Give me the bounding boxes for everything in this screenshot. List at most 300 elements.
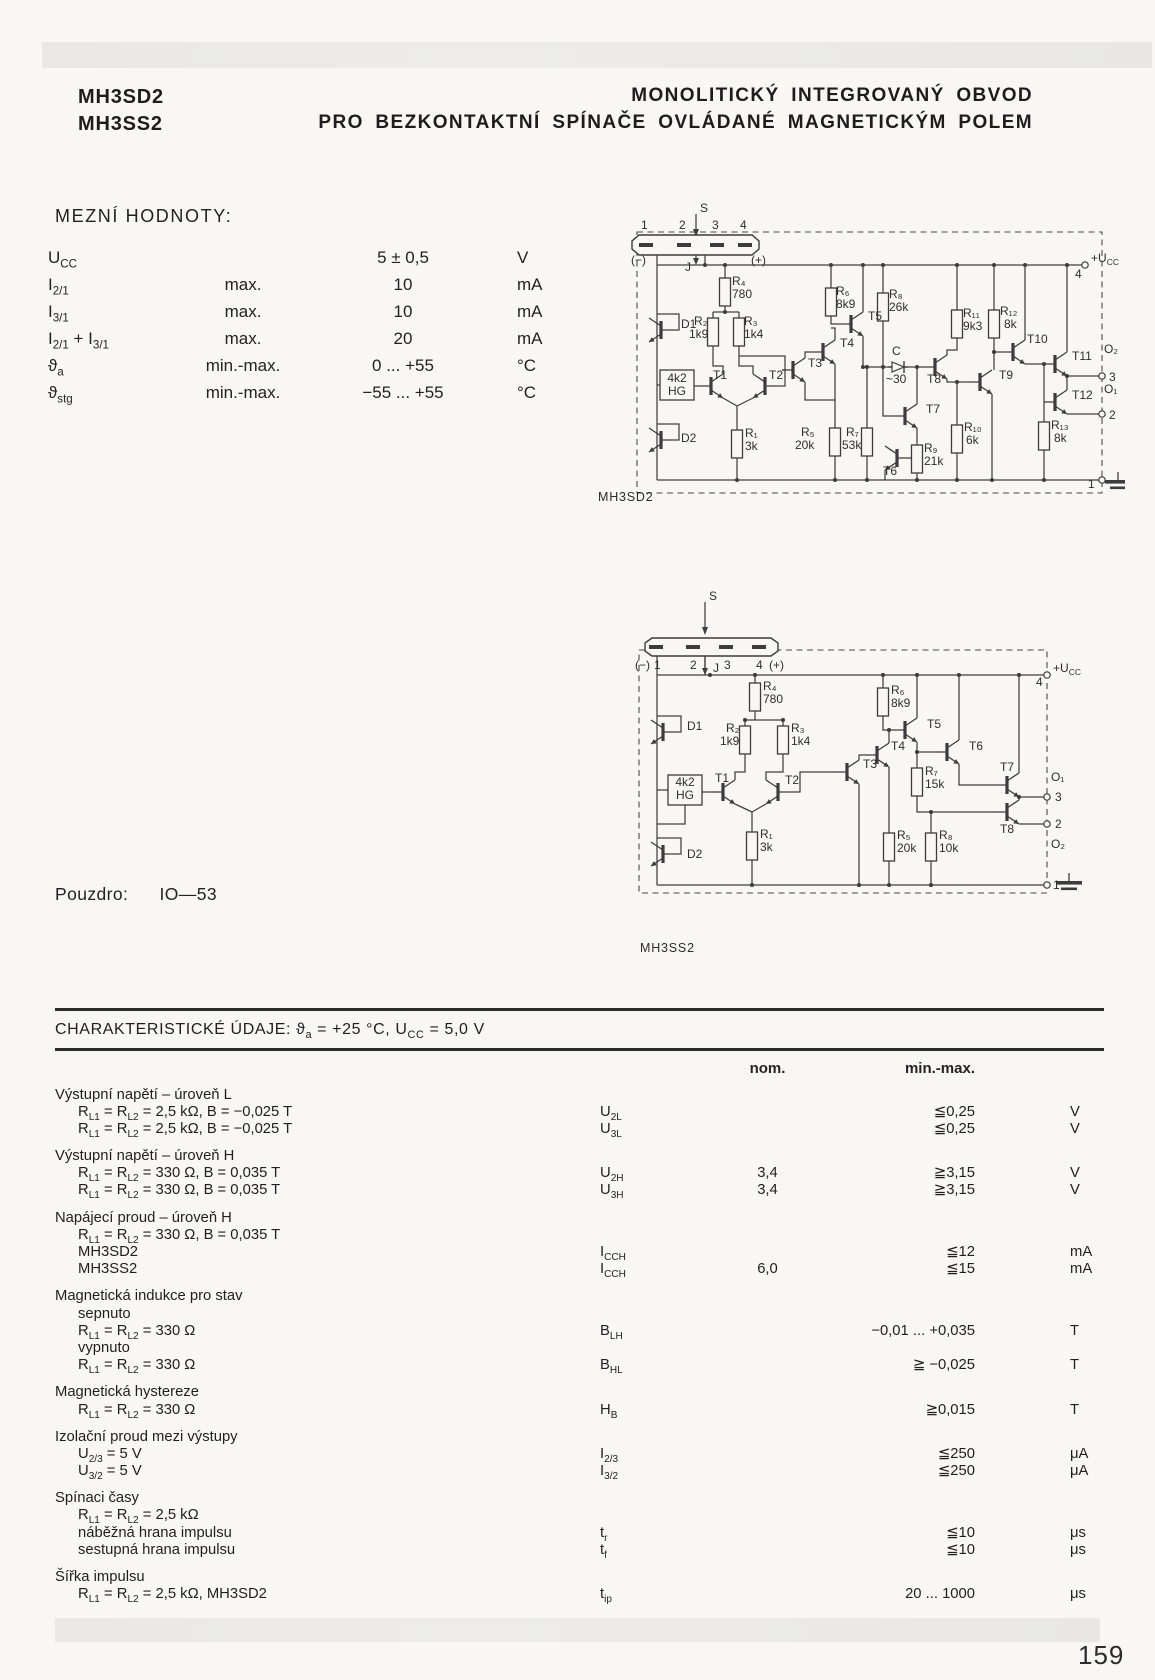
schematic-label: O₁ — [1104, 382, 1118, 396]
char-row — [55, 1446, 1104, 1463]
transistor-symbol — [969, 370, 992, 394]
junction-dot — [708, 673, 712, 677]
char-group — [55, 1087, 1104, 1139]
package-outline — [645, 638, 778, 656]
junction-dot — [750, 883, 754, 887]
schematic-label: D2 — [687, 847, 703, 861]
resistor-symbol — [912, 445, 923, 473]
resistor-symbol — [720, 278, 731, 306]
limits-row — [48, 271, 648, 298]
limit-value: 0 ... +55 — [372, 356, 434, 375]
schematic-label: 780 — [763, 692, 784, 706]
schematic-label: T8 — [927, 372, 942, 386]
char-condition: $R_{L1} = R_{L2} = 330$ Ω — [78, 1357, 196, 1377]
junction-dot — [1065, 263, 1069, 267]
char-unit: V — [1070, 1182, 1080, 1199]
char-minmax: ≧ −0,025 — [912, 1357, 975, 1374]
char-group-heading: Výstupní napětí – úroveň L — [55, 1086, 232, 1103]
char-group — [55, 1384, 1104, 1421]
char-unit: mA — [1070, 1244, 1093, 1260]
transistor-symbol — [1002, 340, 1025, 364]
resistor-symbol — [750, 683, 761, 711]
resistor-symbol — [740, 726, 751, 754]
junction-dot — [1023, 263, 1027, 267]
junction-dot — [992, 350, 996, 354]
junction-dot — [881, 673, 885, 677]
char-minmax: ≦250 — [937, 1463, 975, 1480]
pin-terminal — [1099, 477, 1105, 483]
rule — [55, 1048, 1104, 1051]
char-row — [55, 1340, 1104, 1357]
resistor-symbol — [826, 288, 837, 316]
char-nom — [715, 1340, 820, 1357]
junction-dot — [887, 883, 891, 887]
schematic-label: S — [709, 589, 718, 603]
schematic-label: (−) — [631, 253, 646, 267]
schematic-label: HG — [668, 384, 686, 398]
junction-dot — [957, 673, 961, 677]
char-row — [55, 1525, 1104, 1542]
schematic-label: R₅ — [897, 828, 911, 842]
junction-dot — [865, 478, 869, 482]
char-condition: $R_{L1} = R_{L2} = 2,5$ kΩ, B = −0,025 T — [78, 1103, 293, 1123]
schematic-mh3ss2 — [595, 580, 1105, 920]
char-row — [55, 1463, 1104, 1483]
characteristics-conditions: $ϑ_a = +25$ °C, $U_{CC} = 5,0$ V — [296, 1021, 485, 1042]
char-condition: náběžná hrana impulsu — [78, 1524, 232, 1541]
schematic-label: 3 — [1055, 790, 1062, 804]
schematic-label: 2 — [679, 218, 686, 232]
junction-dot — [915, 478, 919, 482]
char-unit: μs — [1070, 1541, 1086, 1558]
schematic-label: 3 — [712, 218, 719, 232]
char-nom — [715, 1357, 820, 1379]
title-line-2: PRO BEZKONTAKTNÍ SPÍNAČE OVLÁDANÉ MAGNETICKÝM POLEM — [318, 112, 1033, 133]
junction-dot — [990, 478, 994, 482]
schematic-label: S — [700, 201, 709, 215]
schematic-label: 20k — [795, 438, 815, 452]
schematic-label: R₁ — [760, 827, 773, 841]
package-note-label: Pouzdro: — [55, 884, 129, 904]
model-number-1: MH3SD2 — [78, 86, 164, 108]
char-symbol: $U_{3L}$ — [600, 1120, 622, 1140]
junction-dot — [833, 478, 837, 482]
page-number: 159 — [1078, 1640, 1125, 1670]
resistor-symbol — [732, 430, 743, 458]
limit-unit: mA — [517, 329, 543, 348]
schematic-label: 8k — [1004, 317, 1017, 331]
transistor-symbol — [649, 318, 672, 342]
column-headers — [55, 1060, 1104, 1077]
char-group-heading: Výstupní napětí – úroveň H — [55, 1148, 235, 1165]
junction-dot — [1065, 374, 1069, 378]
limit-value: 10 — [393, 275, 413, 294]
char-unit: V — [1070, 1120, 1080, 1137]
limit-condition: max. — [224, 329, 262, 348]
junction-dot — [955, 478, 959, 482]
junction-dot — [829, 263, 833, 267]
char-row — [55, 1306, 1104, 1323]
schematic-label: 1k9 — [689, 327, 709, 341]
limit-symbol: $ϑ_{stg}$ — [48, 383, 73, 406]
schematic-label: R₁₂ — [1000, 304, 1018, 318]
schematic-label: 2 — [1055, 817, 1062, 831]
schematic-label: R₁₁ — [963, 306, 980, 320]
char-symbol: $U_{2L}$ — [600, 1103, 622, 1123]
limit-symbol: $U_{CC}$ — [48, 248, 77, 271]
resistor-symbol — [708, 318, 719, 346]
resistor-symbol — [862, 428, 873, 456]
schematic-label: R₄ — [732, 274, 746, 288]
char-symbol — [600, 1306, 715, 1323]
schematic-label: J — [685, 260, 691, 274]
schematic-label: 1k9 — [720, 734, 740, 748]
schematic-label: R₃ — [744, 314, 758, 328]
char-nom — [715, 1402, 820, 1424]
schematic-label: R₇ — [925, 764, 938, 778]
junction-dot — [723, 263, 727, 267]
schematic1-caption: MH3SD2 — [598, 490, 654, 504]
schematic-label: 1 — [641, 218, 648, 232]
limit-value: 20 — [393, 329, 413, 348]
char-row — [55, 1542, 1104, 1559]
char-unit: μs — [1070, 1586, 1086, 1603]
char-unit: mA — [1070, 1261, 1093, 1278]
char-minmax: 20 ... 1000 — [905, 1586, 975, 1603]
junction-dot — [929, 810, 933, 814]
schematic-label: 3k — [745, 439, 758, 453]
schematic-label: J — [713, 661, 719, 675]
char-condition: $R_{L1} = R_{L2} = 2,5$ kΩ, B = −0,025 T — [78, 1120, 293, 1140]
char-condition: $U_{3/2} = 5$ V — [78, 1463, 142, 1483]
transistor-symbol — [651, 720, 674, 744]
schematic-label: R₃ — [791, 721, 805, 735]
junction-dot — [992, 263, 996, 267]
pin-terminal — [1082, 262, 1088, 268]
column-header-nom: nom. — [749, 1059, 786, 1077]
limit-unit: °C — [517, 356, 537, 375]
schematic-label: ~30 — [886, 372, 907, 386]
char-symbol: $I_{3/2}$ — [600, 1463, 619, 1483]
char-group — [55, 1148, 1104, 1200]
schematic-label: R₆ — [891, 683, 905, 697]
junction-dot — [915, 365, 919, 369]
schematic-label: 1 — [1053, 878, 1060, 892]
schematic-label: R₈ — [939, 828, 953, 842]
char-nom: 6,0 — [757, 1261, 778, 1278]
char-minmax: ≦10 — [946, 1541, 975, 1558]
schematic-label: 26k — [889, 300, 909, 314]
schematic-label: 4k2 — [675, 775, 695, 789]
schematic-label: 10k — [939, 841, 959, 855]
limit-unit: V — [517, 248, 529, 267]
scan-band-bottom — [55, 1618, 1100, 1642]
resistor-symbol — [878, 688, 889, 716]
char-group — [55, 1490, 1104, 1559]
junction-dot — [881, 263, 885, 267]
schematic-label: 1k4 — [744, 327, 764, 341]
schematic-label: 15k — [925, 777, 945, 791]
schematic-label: T6 — [969, 739, 984, 753]
limit-unit: °C — [517, 383, 537, 402]
resistor-symbol — [884, 833, 895, 861]
resistor-symbol — [952, 310, 963, 338]
rule — [55, 1008, 1104, 1011]
resistor-symbol — [989, 310, 1000, 338]
limit-symbol: $I_{2/1}$ — [48, 275, 69, 298]
char-row — [55, 1586, 1104, 1606]
char-condition: MH3SS2 — [78, 1261, 138, 1278]
char-minmax: ≧3,15 — [933, 1182, 975, 1199]
char-group-heading: Izolační proud mezi výstupy — [55, 1428, 238, 1445]
junction-dot — [915, 750, 919, 754]
package-outline — [632, 235, 759, 255]
char-symbol: $B_{HL}$ — [600, 1357, 623, 1377]
transistor-symbol — [936, 740, 959, 764]
limit-value: 10 — [393, 302, 413, 321]
schematic-label: D1 — [687, 719, 703, 733]
char-row — [55, 1104, 1104, 1121]
char-condition: sepnuto — [78, 1305, 131, 1322]
junction-dot — [955, 263, 959, 267]
pin-terminal — [1099, 373, 1105, 379]
junction-dot — [915, 673, 919, 677]
schematic-label: R₂ — [694, 314, 708, 328]
char-nom: 3,4 — [757, 1182, 778, 1199]
char-group-heading: Napájecí proud – úroveň H — [55, 1209, 232, 1226]
resistor-symbol — [734, 318, 745, 346]
schematic-label: R₆ — [836, 284, 850, 298]
resistor-symbol — [1039, 422, 1050, 450]
schematic-label: 8k — [1054, 431, 1067, 445]
schematic-label: R₁₃ — [1051, 418, 1069, 432]
junction-dot — [1017, 795, 1021, 799]
resistor-symbol — [830, 428, 841, 456]
char-nom — [715, 1121, 820, 1143]
char-group-heading: Magnetická hystereze — [55, 1384, 199, 1401]
junction-dot — [865, 365, 869, 369]
char-unit: μs — [1070, 1524, 1086, 1541]
char-nom — [715, 1542, 820, 1564]
junction-dot — [1042, 478, 1046, 482]
pin-terminal — [1099, 411, 1105, 417]
char-group — [55, 1210, 1104, 1279]
char-condition: $R_{L1} = R_{L2} = 330$ Ω, B = 0,035 T — [78, 1165, 281, 1185]
char-nom — [715, 1586, 820, 1608]
schematic-label: (+) — [751, 253, 766, 267]
schematic-label: O₁ — [1051, 770, 1065, 784]
junction-dot — [781, 718, 785, 722]
schematic-label: 3 — [1109, 370, 1116, 384]
char-nom — [715, 1306, 820, 1323]
characteristics-heading — [55, 1020, 1104, 1040]
schematic-label: O₂ — [1104, 342, 1118, 356]
schematic-label: T12 — [1072, 388, 1093, 402]
char-unit: T — [1070, 1357, 1080, 1374]
char-condition: $R_{L1} = R_{L2} = 330$ Ω, B = 0,035 T — [78, 1226, 281, 1246]
char-symbol: $B_{LH}$ — [600, 1322, 623, 1342]
schematic-label: 6k — [966, 433, 979, 447]
schematic-label: 4k2 — [667, 371, 687, 385]
char-condition: $R_{L1} = R_{L2} = 330$ Ω — [78, 1401, 196, 1421]
char-minmax: ≦0,25 — [933, 1103, 975, 1120]
char-row — [55, 1244, 1104, 1261]
schematic-label: 21k — [924, 454, 944, 468]
resistor-symbol — [747, 832, 758, 860]
schematic-label: T9 — [999, 368, 1014, 382]
char-condition: vypnuto — [78, 1339, 130, 1356]
char-row — [55, 1357, 1104, 1377]
schematic-label: T1 — [713, 368, 728, 382]
limit-condition: max. — [224, 275, 262, 294]
char-minmax: ≦250 — [937, 1445, 975, 1462]
schematic-label: R₄ — [763, 679, 777, 693]
char-row — [55, 1261, 1104, 1281]
schematic-label: R₁ — [745, 426, 758, 440]
schematic-label: T1 — [715, 771, 730, 785]
char-minmax: ≦15 — [946, 1261, 975, 1278]
schematic2-caption: MH3SS2 — [640, 941, 695, 955]
schematic-label: 20k — [897, 841, 917, 855]
transistor-symbol — [996, 800, 1019, 824]
char-group-heading: Magnetická indukce pro stav — [55, 1288, 243, 1305]
char-symbol: $U_{2H}$ — [600, 1165, 624, 1185]
char-row — [55, 1182, 1104, 1202]
junction-dot — [955, 380, 959, 384]
limits-table — [48, 244, 648, 406]
schematic-label: T4 — [840, 336, 855, 350]
char-row — [55, 1227, 1104, 1244]
schematic-label: T6 — [883, 464, 898, 478]
schematic-label: 4 — [1036, 675, 1043, 689]
limit-symbol: $ϑ_a$ — [48, 356, 64, 379]
model-number-2: MH3SS2 — [78, 113, 163, 135]
char-unit: μA — [1070, 1445, 1089, 1462]
limits-heading: MEZNÍ HODNOTY: — [55, 206, 233, 226]
limit-condition: max. — [224, 302, 262, 321]
limit-value: 5 ± 0,5 — [377, 248, 429, 267]
model-numbers — [78, 84, 164, 138]
char-condition: sestupná hrana impulsu — [78, 1541, 236, 1558]
char-minmax: ≧3,15 — [933, 1165, 975, 1182]
char-minmax: ≦10 — [946, 1524, 975, 1541]
schematic-label: 2 — [1109, 408, 1116, 422]
schematic-label: (+) — [769, 658, 784, 672]
char-symbol: $t_r$ — [600, 1524, 608, 1544]
schematic-label: T11 — [1072, 349, 1092, 363]
char-minmax: ≦12 — [946, 1244, 975, 1260]
limits-row — [48, 244, 648, 271]
limits-row — [48, 352, 648, 379]
char-nom — [715, 1463, 820, 1485]
transistor-symbol — [651, 842, 674, 866]
schematic-label: $+U_{CC}$ — [1091, 251, 1119, 267]
pin-terminal — [1044, 672, 1050, 678]
char-unit — [1015, 1340, 1099, 1357]
characteristics-heading-label: CHARAKTERISTICKÉ ÚDAJE: — [55, 1021, 292, 1038]
char-condition: $R_{L1} = R_{L2} = 330$ Ω — [78, 1322, 196, 1342]
limits-row — [48, 298, 648, 325]
schematic-label: T7 — [926, 402, 941, 416]
char-minmax — [820, 1306, 1015, 1323]
schematic-label: O₂ — [1051, 837, 1065, 851]
resistor-symbol — [778, 726, 789, 754]
transistor-symbol — [1044, 352, 1067, 376]
char-minmax: ≦0,25 — [933, 1120, 975, 1137]
char-minmax: ≧0,015 — [925, 1401, 975, 1418]
junction-dot — [753, 673, 757, 677]
transistor-symbol — [649, 428, 672, 452]
char-condition: $R_{L1} = R_{L2} = 2,5$ kΩ — [78, 1507, 199, 1527]
schematic-label: R₉ — [924, 441, 938, 455]
junction-dot — [861, 365, 865, 369]
junction-dot — [857, 883, 861, 887]
char-row — [55, 1323, 1104, 1340]
transistor-symbol — [1044, 390, 1067, 414]
schematic-label: 4 — [1075, 267, 1082, 281]
char-unit: T — [1070, 1401, 1080, 1418]
schematic-label: C — [892, 344, 901, 358]
ground-symbol — [1056, 873, 1082, 890]
resistor-symbol — [912, 768, 923, 796]
schematic-label: HG — [676, 788, 694, 802]
schematic-label: T4 — [891, 739, 906, 753]
schematic-label: 8k9 — [891, 696, 911, 710]
schematic-mh3sd2 — [595, 190, 1125, 520]
junction-dot — [1042, 362, 1046, 366]
limit-symbol: $I_{2/1} + I_{3/1}$ — [48, 329, 109, 352]
char-symbol: $I_{CCH}$ — [600, 1261, 626, 1281]
schematic-label: T10 — [1027, 332, 1048, 346]
transistor-symbol — [840, 312, 863, 336]
pin-terminal — [1044, 794, 1050, 800]
schematic-label: T8 — [1000, 822, 1015, 836]
schematic-label: T2 — [785, 773, 800, 787]
junction-dot — [861, 263, 865, 267]
char-group — [55, 1429, 1104, 1481]
transistor-symbol — [894, 404, 917, 428]
schematic-label: 4 — [740, 218, 747, 232]
schematic-label: $+U_{CC}$ — [1053, 661, 1081, 677]
char-group — [55, 1288, 1104, 1377]
characteristics-table — [55, 1008, 1104, 1606]
junction-dot — [887, 728, 891, 732]
schematic-label: 1k4 — [791, 734, 811, 748]
junction-dot — [881, 365, 885, 369]
char-group — [55, 1569, 1104, 1606]
char-row — [55, 1507, 1104, 1527]
schematic-label: (−) — [635, 658, 650, 672]
char-condition: $R_{L1} = R_{L2} = 330$ Ω, B = 0,035 T — [78, 1182, 281, 1202]
schematic-label: 3k — [760, 840, 773, 854]
junction-dot — [1017, 673, 1021, 677]
char-minmax — [820, 1340, 1015, 1357]
char-symbol: $t_{ip}$ — [600, 1586, 612, 1606]
limit-unit: mA — [517, 275, 543, 294]
char-condition: MH3SD2 — [78, 1244, 139, 1260]
char-minmax: −0,01 ... +0,035 — [871, 1322, 975, 1339]
junction-dot — [929, 883, 933, 887]
char-unit — [1015, 1306, 1099, 1323]
schematic-label: T2 — [769, 368, 784, 382]
char-row — [55, 1165, 1104, 1185]
characteristics-groups — [55, 1087, 1104, 1604]
schematic-label: R₂ — [726, 721, 740, 735]
schematic-label: 1 — [1088, 477, 1095, 491]
char-symbol: $I_{CCH}$ — [600, 1244, 626, 1263]
schematic-label: 8k9 — [836, 297, 856, 311]
schematic-label: 1 — [654, 658, 661, 672]
